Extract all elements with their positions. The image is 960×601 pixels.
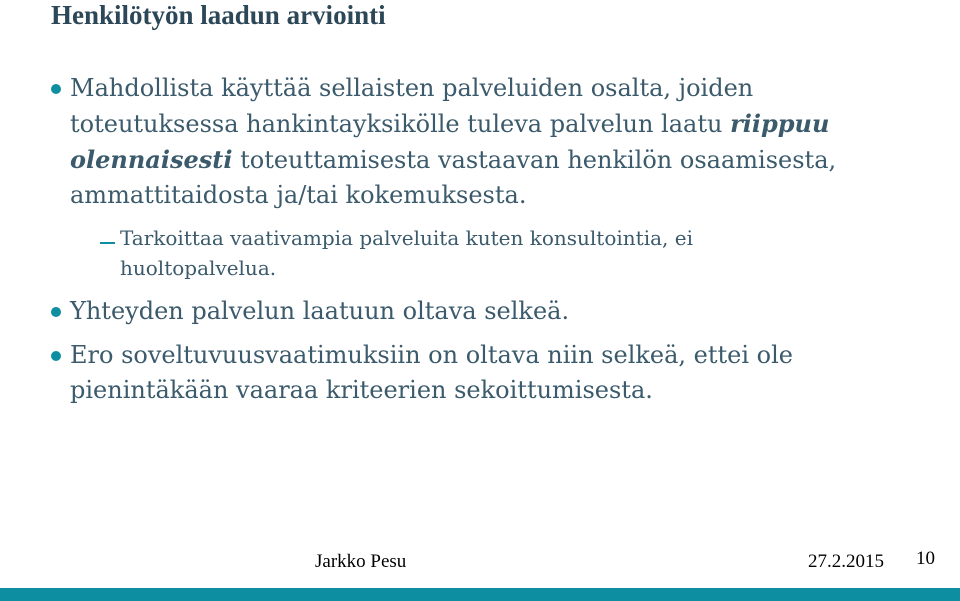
emphasis-olennaisesti: olennaisesti bbox=[70, 145, 233, 174]
bullet-1-line-3-text: toteuttamisesta vastaavan henkilön osaamisesta, bbox=[232, 146, 837, 174]
sub-bullet-line-1: Tarkoittaa vaativampia palveluita kuten konsultointia, ei bbox=[120, 226, 693, 250]
bullet-marker bbox=[51, 307, 61, 317]
footer-accent-bar bbox=[0, 588, 960, 601]
bullet-1-line-2 bbox=[70, 106, 836, 142]
bullet-1-line-2-text: toteutuksessa hankintayksikölle tuleva palvelun laatu bbox=[70, 110, 731, 138]
sub-bullet-text bbox=[120, 223, 693, 283]
bullet-2-line-1: Yhteyden palvelun laatuun oltava selkeä. bbox=[70, 297, 570, 325]
emphasis-riippuu: riippuu bbox=[730, 109, 830, 138]
sub-bullet-dash bbox=[100, 242, 115, 244]
bullet-3-line-1: Ero soveltuvuusvaatimuksiin on oltava niin selkeä, ettei ole bbox=[70, 341, 794, 369]
bullet-1-text bbox=[70, 71, 836, 213]
bullet-marker bbox=[51, 84, 61, 94]
page-number: 10 bbox=[916, 548, 935, 569]
bullet-2-text bbox=[70, 294, 569, 329]
bullet-marker bbox=[51, 351, 61, 361]
footer-author: Jarkko Pesu bbox=[315, 551, 407, 572]
slide-title: Henkilötyön laadun arviointi bbox=[51, 0, 386, 30]
bullet-1-line-1: Mahdollista käyttää sellaisten palveluiden osalta, joiden bbox=[70, 74, 754, 102]
bullet-1-line-4: ammattitaidosta ja/tai kokemuksesta. bbox=[70, 181, 527, 209]
footer-date: 27.2.2015 bbox=[808, 551, 884, 572]
bullet-3-line-2: pienintäkään vaaraa kriteerien sekoittumisesta. bbox=[70, 376, 653, 404]
sub-bullet-line-2: huoltopalvelua. bbox=[120, 256, 277, 280]
bullet-1-line-3 bbox=[70, 142, 836, 178]
bullet-3-text bbox=[70, 338, 793, 408]
